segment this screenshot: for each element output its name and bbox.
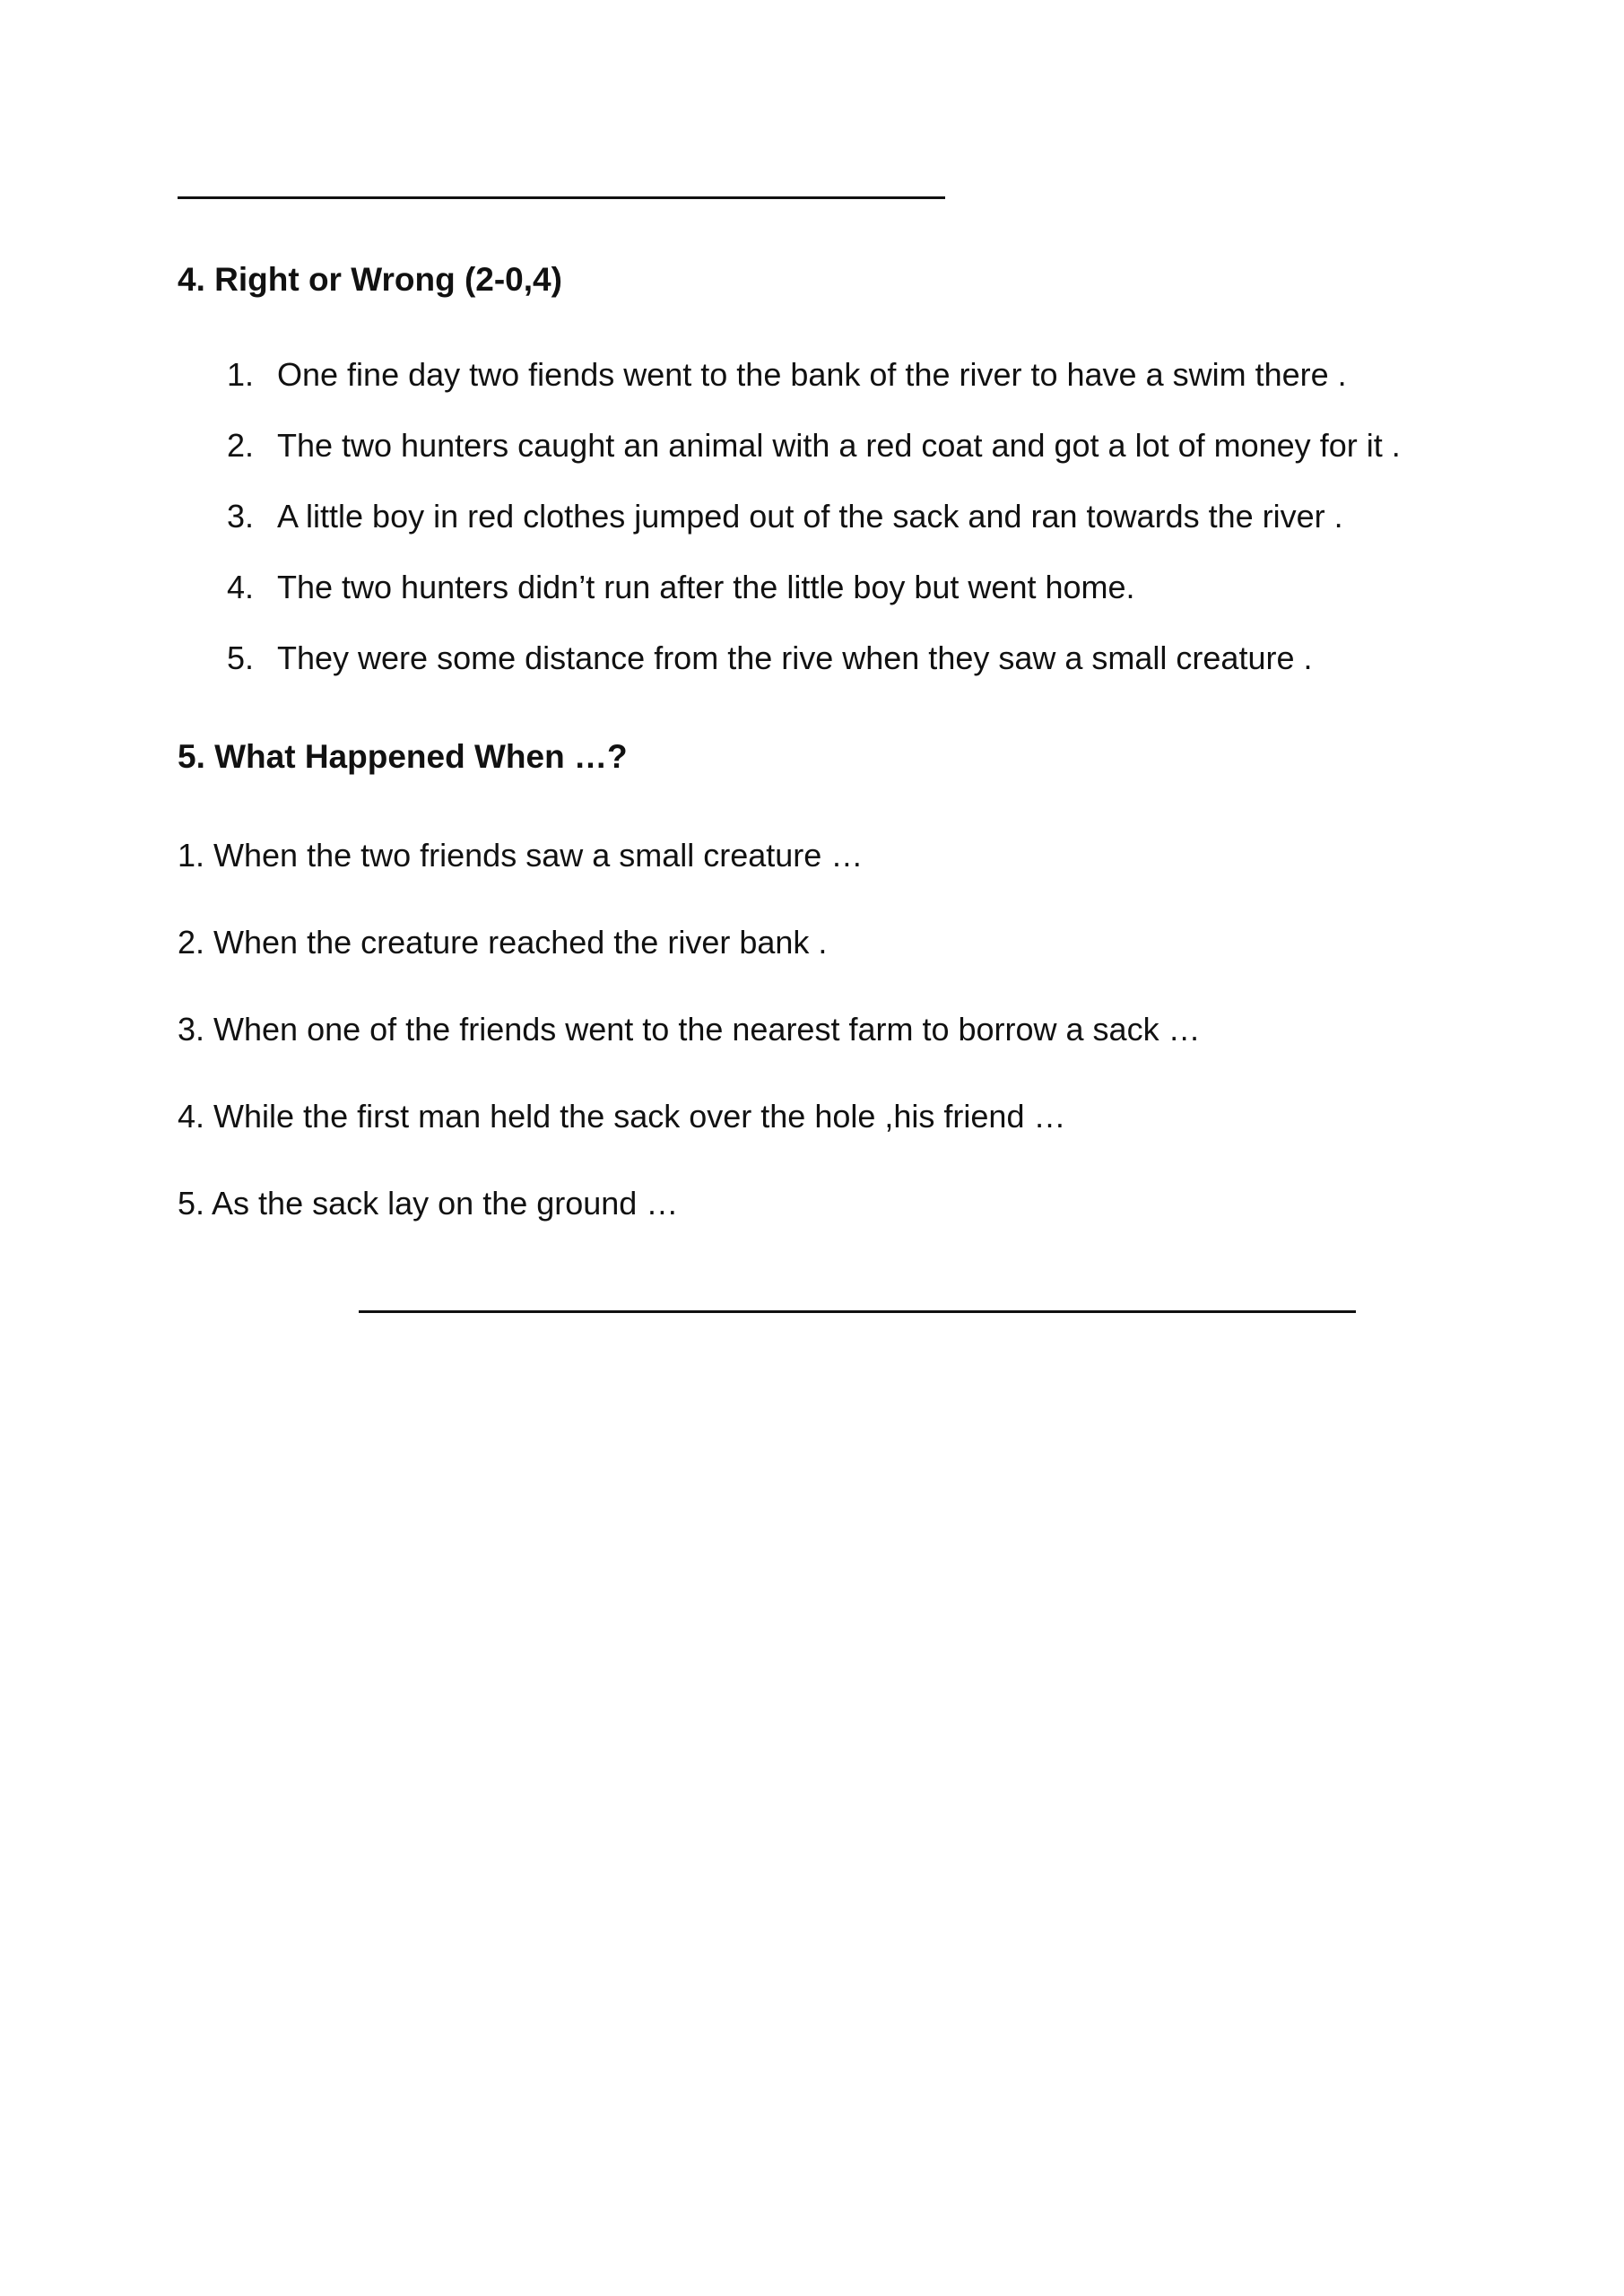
right-or-wrong-item bbox=[227, 426, 1401, 497]
what-happened-list bbox=[178, 836, 1201, 1271]
item-statement: The two hunters didn’t run after the little boy but went home. bbox=[277, 569, 1135, 605]
what-happened-item: 2. When the creature reached the river bank . bbox=[178, 924, 828, 961]
right-or-wrong-item bbox=[227, 639, 1401, 709]
item-number: 1. bbox=[227, 356, 255, 393]
section-4-heading: 4. Right or Wrong (2-0,4) bbox=[178, 261, 562, 298]
bottom-divider-line bbox=[359, 1310, 1356, 1313]
right-or-wrong-item bbox=[227, 355, 1401, 426]
item-number: 5. bbox=[227, 639, 255, 676]
top-divider-line bbox=[178, 196, 945, 199]
right-or-wrong-item bbox=[227, 568, 1401, 639]
item-statement: One fine day two fiends went to the bank of the river to have a swim there . bbox=[277, 356, 1347, 393]
item-statement: The two hunters caught an animal with a red coat and got a lot of money for it . bbox=[277, 427, 1401, 464]
section-5-heading: 5. What Happened When …? bbox=[178, 738, 628, 775]
right-or-wrong-list bbox=[227, 355, 1401, 709]
what-happened-item: 5. As the sack lay on the ground … bbox=[178, 1185, 679, 1222]
what-happened-item: 3. When one of the friends went to the nearest farm to borrow a sack … bbox=[178, 1011, 1201, 1048]
item-number: 2. bbox=[227, 427, 255, 464]
what-happened-item: 4. While the first man held the sack over the hole ,his friend … bbox=[178, 1098, 1066, 1135]
what-happened-item: 1. When the two friends saw a small creature … bbox=[178, 837, 864, 874]
item-statement: They were some distance from the rive when they saw a small creature . bbox=[277, 639, 1313, 676]
item-statement: A little boy in red clothes jumped out of the sack and ran towards the river . bbox=[277, 498, 1343, 535]
item-number: 4. bbox=[227, 569, 255, 605]
right-or-wrong-item bbox=[227, 497, 1401, 568]
item-number: 3. bbox=[227, 498, 255, 535]
